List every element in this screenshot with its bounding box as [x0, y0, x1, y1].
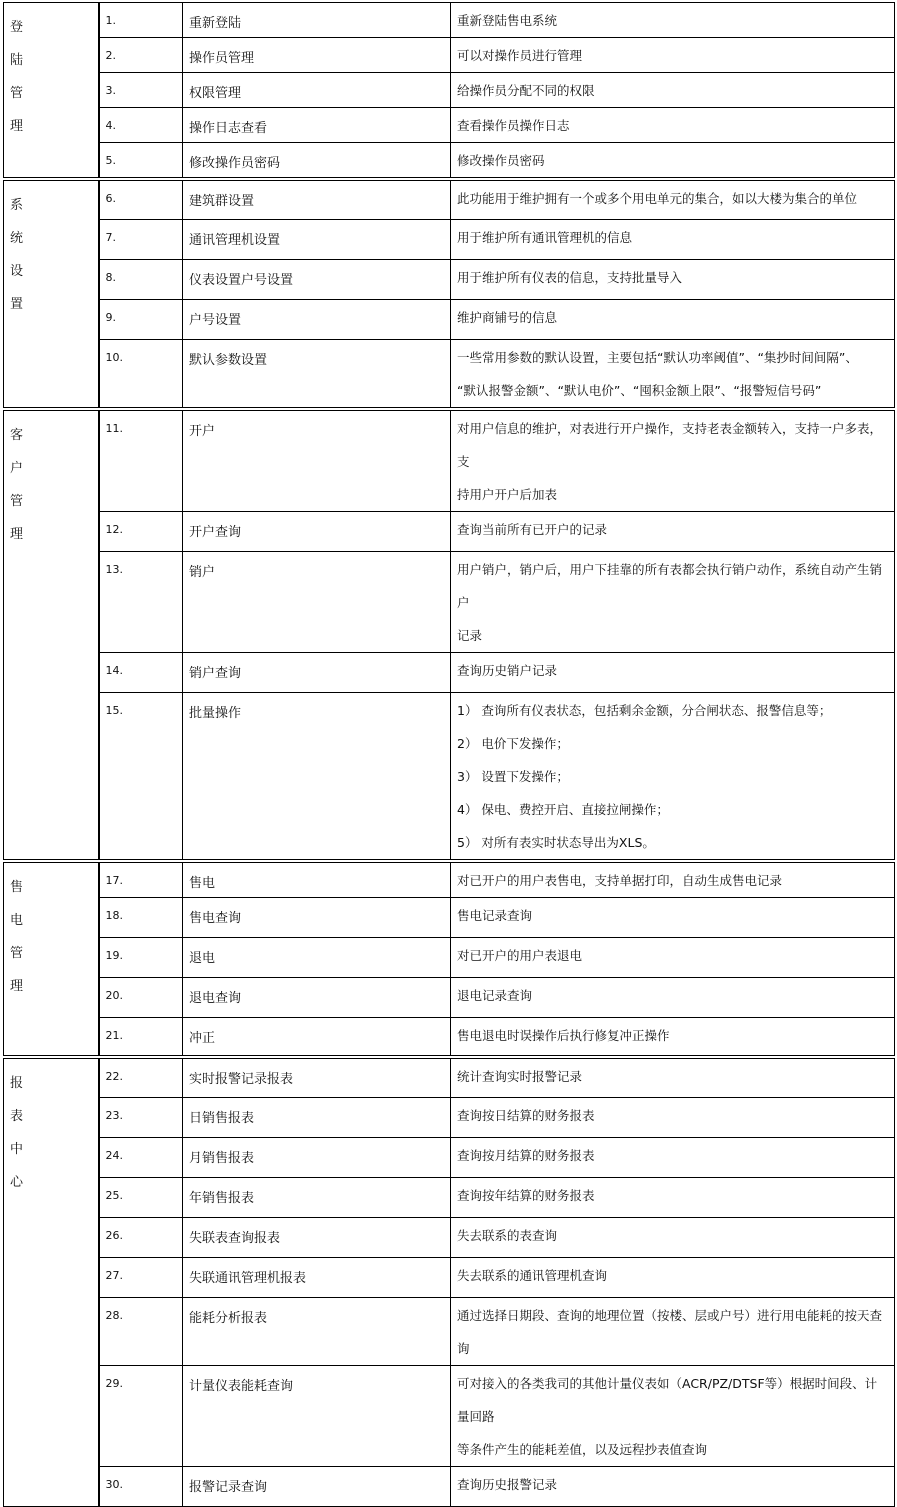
description-line: 失去联系的通讯管理机查询: [457, 1267, 608, 1283]
table-row: [4, 511, 895, 551]
function-description: [451, 692, 895, 861]
function-description: [451, 977, 895, 1017]
row-number: 15.: [99, 692, 183, 861]
function-description: [451, 511, 895, 551]
description-line: 售电退电时误操作后执行修复冲正操作: [457, 1027, 670, 1043]
description-line: 等条件产生的能耗差值，以及远程抄表值查询: [457, 1441, 708, 1457]
category-char: 心: [10, 1175, 24, 1190]
row-number: 29.: [99, 1365, 183, 1466]
row-number: 17.: [99, 861, 183, 898]
row-number: 21.: [99, 1017, 183, 1057]
table-row: [4, 1177, 895, 1217]
function-description: [451, 179, 895, 219]
table-row: [4, 3, 895, 38]
function-name: 冲正: [183, 1017, 451, 1057]
description-line: 修改操作员密码: [457, 153, 545, 168]
row-number: 8.: [99, 259, 183, 299]
table-row: [4, 339, 895, 409]
function-description: [451, 652, 895, 692]
function-name: 操作日志查看: [183, 108, 451, 143]
function-description: [451, 409, 895, 512]
table-row: [4, 937, 895, 977]
function-table: [3, 2, 895, 1507]
description-line: 5） 对所有表实时状态导出为XLS。: [457, 834, 655, 850]
table-row: [4, 143, 895, 180]
description-line: 对已开户的用户表售电，支持单据打印，自动生成售电记录: [457, 872, 783, 888]
description-line: “默认报警金额”、“默认电价”、“囤积金额上限”、“报警短信号码”: [457, 382, 822, 398]
category-cell: [4, 409, 99, 861]
function-name: 售电: [183, 861, 451, 898]
table-row: [4, 1297, 895, 1365]
row-number: 14.: [99, 652, 183, 692]
table-row: [4, 1137, 895, 1177]
function-name: 建筑群设置: [183, 179, 451, 219]
row-number: 6.: [99, 179, 183, 219]
function-name: 退电: [183, 937, 451, 977]
description-line: 维护商铺号的信息: [457, 309, 558, 325]
table-row: [4, 1057, 895, 1097]
description-line: 对已开户的用户表退电: [457, 947, 583, 963]
function-name: 批量操作: [183, 692, 451, 861]
function-description: [451, 1137, 895, 1177]
row-number: 13.: [99, 551, 183, 652]
table-row: [4, 259, 895, 299]
row-number: 22.: [99, 1057, 183, 1097]
function-description: [451, 1057, 895, 1097]
table-row: [4, 977, 895, 1017]
description-line: 统计查询实时报警记录: [457, 1069, 583, 1084]
description-line: 可对接入的各类我司的其他计量仪表如（ACR/PZ/DTSF等）根据时间段、计量回路: [457, 1375, 878, 1424]
category-cell: [4, 3, 99, 180]
function-name: 销户查询: [183, 652, 451, 692]
category-char: 报: [10, 1076, 24, 1091]
category-char: 统: [10, 231, 24, 246]
function-name: 计量仪表能耗查询: [183, 1365, 451, 1466]
category-char: 理: [10, 526, 24, 542]
function-description: [451, 1217, 895, 1257]
function-description: [451, 1365, 895, 1466]
function-description: [451, 1097, 895, 1137]
function-description: [451, 73, 895, 108]
function-name: 通讯管理机设置: [183, 219, 451, 259]
row-number: 19.: [99, 937, 183, 977]
description-line: 4） 保电、费控开启、直接拉闸操作；: [457, 801, 669, 817]
description-line: 用户销户，销户后，用户下挂靠的所有表都会执行销户动作，系统自动产生销户: [457, 561, 883, 610]
function-description: [451, 259, 895, 299]
table-row: [4, 1466, 895, 1506]
description-line: 重新登陆售电系统: [457, 13, 558, 28]
description-line: 1） 查询所有仪表状态，包括剩余金额，分合闸状态、报警信息等；: [457, 702, 832, 718]
table-row: [4, 219, 895, 259]
function-name: 年销售报表: [183, 1177, 451, 1217]
category-char: 登: [10, 20, 24, 35]
function-description: [451, 1177, 895, 1217]
table-row: [4, 1017, 895, 1057]
description-line: 售电记录查询: [457, 907, 533, 923]
row-number: 20.: [99, 977, 183, 1017]
function-name: 修改操作员密码: [183, 143, 451, 180]
row-number: 7.: [99, 219, 183, 259]
function-name: 操作员管理: [183, 38, 451, 73]
description-line: 记录: [457, 627, 483, 643]
row-number: 4.: [99, 108, 183, 143]
row-number: 26.: [99, 1217, 183, 1257]
function-name: 开户: [183, 409, 451, 512]
row-number: 12.: [99, 511, 183, 551]
description-line: 查询按日结算的财务报表: [457, 1107, 595, 1123]
function-description: [451, 897, 895, 937]
category-char: 设: [10, 264, 24, 279]
row-number: 30.: [99, 1466, 183, 1506]
function-name: 售电查询: [183, 897, 451, 937]
table-row: [4, 551, 895, 652]
function-description: [451, 861, 895, 898]
function-name: 销户: [183, 551, 451, 652]
table-row: [4, 861, 895, 898]
function-description: [451, 38, 895, 73]
row-number: 25.: [99, 1177, 183, 1217]
function-description: [451, 3, 895, 38]
function-name: 退电查询: [183, 977, 451, 1017]
row-number: 3.: [99, 73, 183, 108]
row-number: 9.: [99, 299, 183, 339]
row-number: 1.: [99, 3, 183, 38]
description-line: 退电记录查询: [457, 987, 533, 1003]
description-line: 查询按年结算的财务报表: [457, 1187, 595, 1203]
description-line: 查看操作员操作日志: [457, 118, 570, 133]
table-row: [4, 299, 895, 339]
category-char: 理: [10, 978, 24, 994]
function-name: 权限管理: [183, 73, 451, 108]
description-line: 2） 电价下发操作；: [457, 735, 569, 751]
description-line: 用于维护所有仪表的信息，支持批量导入: [457, 269, 683, 285]
description-line: 对用户信息的维护，对表进行开户操作，支持老表金额转入，支持一户多表，支: [457, 420, 883, 469]
function-name: 开户查询: [183, 511, 451, 551]
row-number: 23.: [99, 1097, 183, 1137]
row-number: 2.: [99, 38, 183, 73]
function-name: 失联通讯管理机报表: [183, 1257, 451, 1297]
function-name: 报警记录查询: [183, 1466, 451, 1506]
function-name: 户号设置: [183, 299, 451, 339]
function-name: 实时报警记录报表: [183, 1057, 451, 1097]
category-char: 中: [10, 1142, 24, 1157]
row-number: 24.: [99, 1137, 183, 1177]
function-name: 月销售报表: [183, 1137, 451, 1177]
category-char: 售: [10, 879, 24, 895]
description-line: 3） 设置下发操作；: [457, 768, 569, 784]
function-description: [451, 1257, 895, 1297]
function-description: [451, 1466, 895, 1506]
description-line: 此功能用于维护拥有一个或多个用电单元的集合，如以大楼为集合的单位: [457, 191, 858, 206]
row-number: 11.: [99, 409, 183, 512]
function-description: [451, 219, 895, 259]
description-line: 一些常用参数的默认设置，主要包括“默认功率阈值”、“集抄时间间隔”、: [457, 349, 858, 365]
category-char: 表: [10, 1109, 24, 1124]
description-line: 查询按月结算的财务报表: [457, 1147, 595, 1163]
table-row: [4, 1365, 895, 1466]
category-char: 客: [10, 427, 24, 443]
function-description: [451, 551, 895, 652]
function-description: [451, 339, 895, 409]
table-row: [4, 38, 895, 73]
category-cell: [4, 1057, 99, 1506]
description-line: 可以对操作员进行管理: [457, 48, 583, 63]
table-row: [4, 409, 895, 512]
function-name: 失联表查询报表: [183, 1217, 451, 1257]
category-char: 管: [10, 493, 24, 509]
table-row: [4, 692, 895, 861]
row-number: 10.: [99, 339, 183, 409]
description-line: 查询历史报警记录: [457, 1476, 558, 1492]
description-line: 持用户开户后加表: [457, 486, 558, 502]
category-cell: [4, 861, 99, 1058]
category-char: 置: [10, 297, 24, 312]
category-char: 管: [10, 945, 24, 961]
row-number: 28.: [99, 1297, 183, 1365]
table-row: [4, 179, 895, 219]
table-row: [4, 1217, 895, 1257]
function-name: 仪表设置户号设置: [183, 259, 451, 299]
row-number: 27.: [99, 1257, 183, 1297]
function-name: 默认参数设置: [183, 339, 451, 409]
category-char: 系: [10, 198, 24, 213]
function-description: [451, 937, 895, 977]
description-line: 失去联系的表查询: [457, 1227, 558, 1243]
description-line: 查询历史销户记录: [457, 662, 558, 678]
category-char: 户: [10, 460, 24, 476]
row-number: 5.: [99, 143, 183, 180]
description-line: 查询当前所有已开户的记录: [457, 521, 608, 537]
table-row: [4, 1097, 895, 1137]
function-description: [451, 299, 895, 339]
function-description: [451, 143, 895, 180]
category-cell: [4, 179, 99, 409]
category-char: 理: [10, 119, 24, 134]
category-char: 管: [10, 86, 24, 101]
description-line: 通过选择日期段、查询的地理位置（按楼、层或户号）进行用电能耗的按天查询: [457, 1307, 883, 1356]
description-line: 用于维护所有通讯管理机的信息: [457, 229, 633, 245]
category-char: 陆: [10, 53, 24, 68]
description-line: 给操作员分配不同的权限: [457, 83, 595, 98]
function-description: [451, 1017, 895, 1057]
function-name: 日销售报表: [183, 1097, 451, 1137]
row-number: 18.: [99, 897, 183, 937]
function-description: [451, 1297, 895, 1365]
function-name: 重新登陆: [183, 3, 451, 38]
function-description: [451, 108, 895, 143]
table-row: [4, 652, 895, 692]
category-char: 电: [10, 912, 24, 928]
table-row: [4, 1257, 895, 1297]
table-row: [4, 73, 895, 108]
table-row: [4, 897, 895, 937]
table-row: [4, 108, 895, 143]
function-name: 能耗分析报表: [183, 1297, 451, 1365]
